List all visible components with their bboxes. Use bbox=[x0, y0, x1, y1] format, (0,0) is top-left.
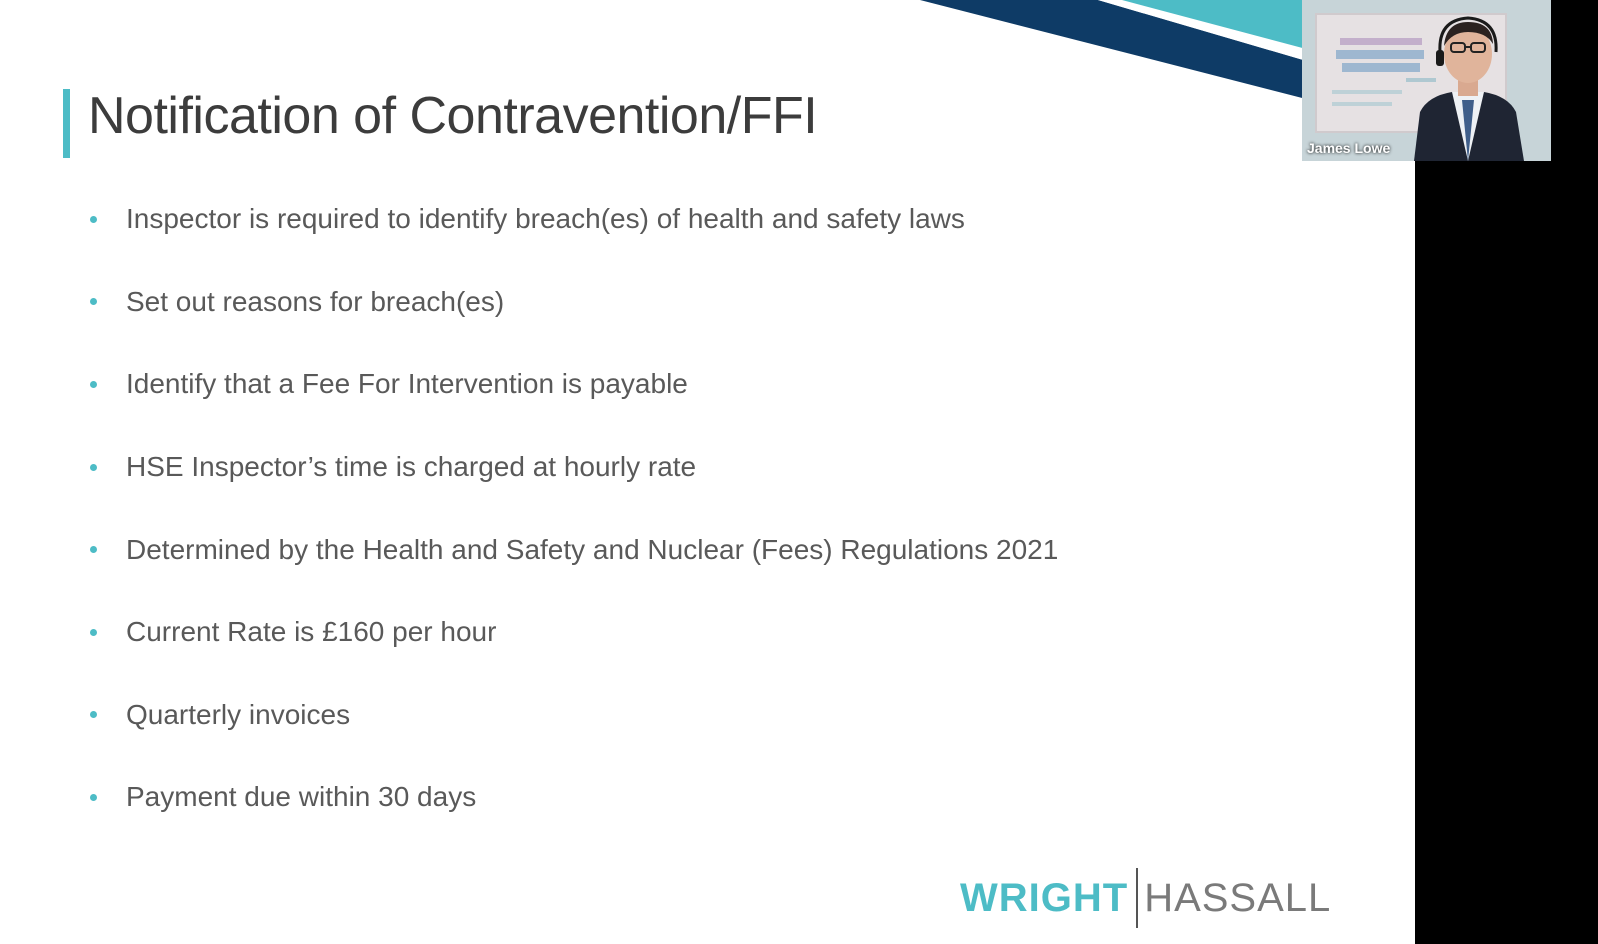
bullet-dot-icon bbox=[90, 216, 97, 223]
bullet-text: Determined by the Health and Safety and Nuclear (Fees) Regulations 2021 bbox=[126, 533, 1059, 565]
list-item bbox=[86, 682, 1058, 765]
bullet-list bbox=[86, 186, 1058, 847]
participant-name-label: James Lowe bbox=[1307, 140, 1391, 156]
bullet-dot-icon bbox=[90, 794, 97, 801]
bullet-dot-icon bbox=[90, 711, 97, 718]
bullet-dot-icon bbox=[90, 464, 97, 471]
participant-video-icon bbox=[1302, 0, 1551, 161]
list-item bbox=[86, 764, 1058, 847]
bullet-dot-icon bbox=[90, 381, 97, 388]
list-item bbox=[86, 434, 1058, 517]
company-logo bbox=[960, 868, 1331, 928]
list-item bbox=[86, 186, 1058, 269]
bullet-text: Payment due within 30 days bbox=[126, 781, 477, 813]
slide-title: Notification of Contravention/FFI bbox=[88, 87, 818, 145]
bullet-dot-icon bbox=[90, 298, 97, 305]
bullet-dot-icon bbox=[90, 629, 97, 636]
bullet-text: Current Rate is £160 per hour bbox=[126, 616, 497, 648]
list-item bbox=[86, 516, 1058, 599]
bullet-dot-icon bbox=[90, 546, 97, 553]
bullet-text: Quarterly invoices bbox=[126, 698, 351, 730]
logo-divider bbox=[1136, 868, 1138, 928]
participant-video-tile[interactable] bbox=[1302, 0, 1551, 161]
bullet-text: HSE Inspector’s time is charged at hourly rate bbox=[126, 451, 697, 483]
bullet-text: Set out reasons for breach(es) bbox=[126, 285, 505, 317]
bullet-text: Identify that a Fee For Intervention is payable bbox=[126, 368, 688, 400]
title-accent-bar bbox=[63, 89, 70, 158]
bullet-text: Inspector is required to identify breach(es) of health and safety laws bbox=[126, 203, 965, 235]
list-item bbox=[86, 351, 1058, 434]
logo-hassall-text: HASSALL bbox=[1144, 875, 1332, 920]
logo-wright-text: WRIGHT bbox=[960, 875, 1129, 920]
list-item bbox=[86, 269, 1058, 352]
list-item bbox=[86, 599, 1058, 682]
